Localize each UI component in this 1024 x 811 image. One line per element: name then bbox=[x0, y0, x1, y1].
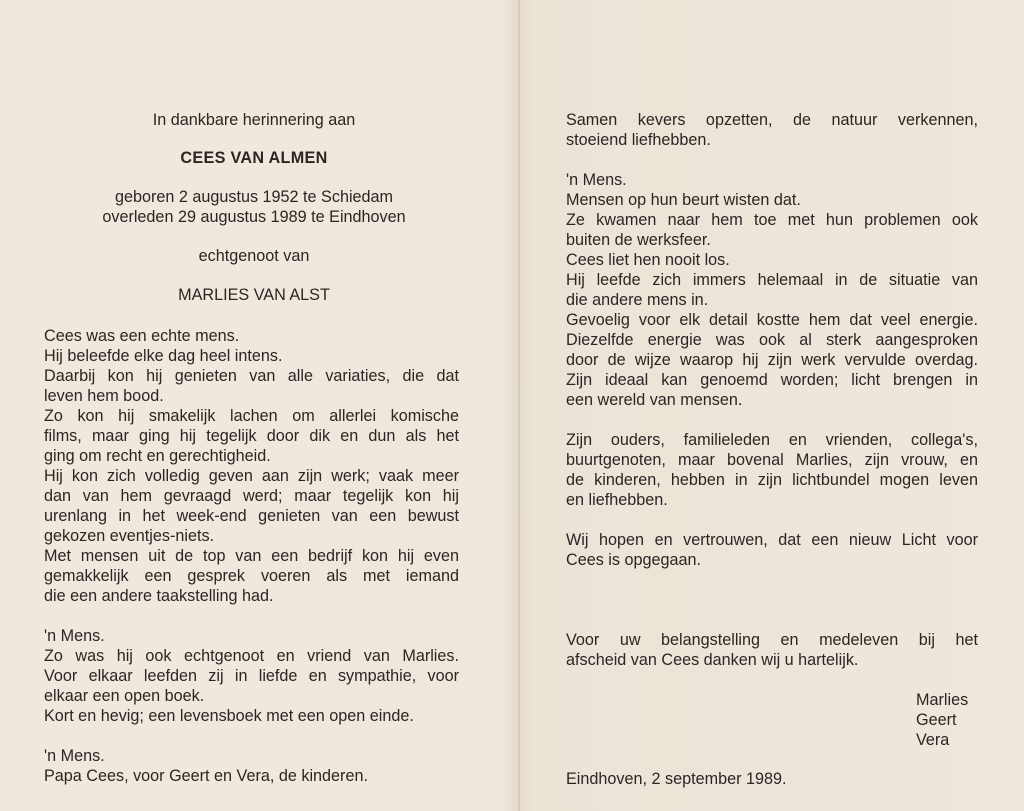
left-page bbox=[44, 110, 459, 786]
text-line: buurtgenoten, maar bovenal Marlies, zijn vrouw, en bbox=[566, 451, 978, 469]
text-line: leven hem bood. bbox=[44, 387, 164, 405]
card-fold bbox=[518, 0, 520, 811]
signatories bbox=[566, 690, 978, 750]
text-line: Wij hopen en vertrouwen, dat een nieuw Licht voor bbox=[566, 531, 978, 549]
right-page bbox=[566, 110, 978, 789]
text-line: Zo kon hij smakelijk lachen om allerlei komische bbox=[44, 407, 459, 425]
text-line: de kinderen, hebben in zijn lichtbundel mogen leven bbox=[566, 471, 978, 489]
signatory-name: Vera bbox=[916, 731, 950, 749]
text-line: een wereld van mensen. bbox=[566, 391, 743, 409]
birth-line: geboren 2 augustus 1952 te Schiedam bbox=[114, 188, 394, 206]
text-line: Hij leefde zich immers helemaal in de situatie van bbox=[566, 271, 978, 289]
text-line: dan van hem gevraagd werd; maar tegelijk kon hij bbox=[44, 487, 459, 505]
text-line: Hij beleefde elke dag heel intens. bbox=[44, 347, 283, 365]
text-line: die andere mens in. bbox=[566, 291, 709, 309]
right-paragraph-4 bbox=[566, 530, 978, 570]
spouse-name: MARLIES VAN ALST bbox=[178, 286, 330, 304]
place-date: Eindhoven, 2 september 1989. bbox=[566, 770, 787, 788]
text-line: Ze kwamen naar hem toe met hun problemen ook bbox=[566, 211, 978, 229]
text-line: Samen kevers opzetten, de natuur verkennen, bbox=[566, 111, 978, 129]
text-line: Diezelfde energie was ook al sterk aangesproken bbox=[566, 331, 978, 349]
left-paragraph-1 bbox=[44, 326, 459, 606]
text-line: Papa Cees, voor Geert en Vera, de kinderen. bbox=[44, 767, 368, 785]
text-line: door de wijze waarop hij zijn werk vervulde overdag. bbox=[566, 351, 978, 369]
deceased-name: CEES VAN ALMEN bbox=[180, 149, 328, 167]
text-line: en liefhebben. bbox=[566, 491, 668, 509]
signatory-name: Marlies bbox=[916, 691, 969, 709]
text-line: stoeiend liefhebben. bbox=[566, 131, 711, 149]
text-line: Kort en hevig; een levensboek met een open einde. bbox=[44, 707, 414, 725]
text-line: Voor uw belangstelling en medeleven bij het bbox=[566, 631, 978, 649]
text-line: gemakkelijk een gesprek voeren als met iemand bbox=[44, 567, 459, 585]
text-line: Cees was een echte mens. bbox=[44, 327, 240, 345]
right-paragraph-2 bbox=[566, 170, 978, 410]
text-line: films, maar ging hij tegelijk door dik en dun als het bbox=[44, 427, 459, 445]
signatory-name: Geert bbox=[916, 711, 957, 729]
text-line: Daarbij kon hij genieten van alle variaties, die dat bbox=[44, 367, 459, 385]
text-line: Zijn ideaal kan genoemd worden; licht brengen in bbox=[566, 371, 978, 389]
intro-text: In dankbare herinnering aan bbox=[152, 111, 356, 129]
text-line: Hij kon zich volledig geven aan zijn werk; vaak meer bbox=[44, 467, 459, 485]
text-line: gekozen eventjes-niets. bbox=[44, 527, 215, 545]
text-line: afscheid van Cees danken wij u hartelijk. bbox=[566, 651, 859, 669]
death-line: overleden 29 augustus 1989 te Eindhoven bbox=[102, 208, 406, 226]
text-line: 'n Mens. bbox=[44, 747, 105, 765]
right-paragraph-5 bbox=[566, 630, 978, 670]
text-line: urenlang in het week-end genieten van een bewust bbox=[44, 507, 459, 525]
text-line: Cees liet hen nooit los. bbox=[566, 251, 730, 269]
text-line: Zijn ouders, familieleden en vrienden, collega's, bbox=[566, 431, 978, 449]
spouse-intro: echtgenoot van bbox=[198, 247, 310, 265]
text-line: Mensen op hun beurt wisten dat. bbox=[566, 191, 801, 209]
right-paragraph-3 bbox=[566, 430, 978, 510]
text-line: elkaar een open boek. bbox=[44, 687, 205, 705]
text-line: Cees is opgegaan. bbox=[566, 551, 701, 569]
text-line: die een andere taakstelling had. bbox=[44, 587, 274, 605]
text-line: Voor elkaar leefden zij in liefde en sympathie, voor bbox=[44, 667, 459, 685]
text-line: 'n Mens. bbox=[566, 171, 627, 189]
left-paragraph-2 bbox=[44, 626, 459, 726]
text-line: Met mensen uit de top van een bedrijf kon hij even bbox=[44, 547, 459, 565]
text-line: ging om recht en gerechtigheid. bbox=[44, 447, 271, 465]
text-line: Gevoelig voor elk detail kostte hem dat veel energie. bbox=[566, 311, 978, 329]
text-line: 'n Mens. bbox=[44, 627, 105, 645]
text-line: buiten de werksfeer. bbox=[566, 231, 711, 249]
right-paragraph-1 bbox=[566, 110, 978, 150]
left-paragraph-3 bbox=[44, 746, 459, 786]
text-line: Zo was hij ook echtgenoot en vriend van Marlies. bbox=[44, 647, 459, 665]
